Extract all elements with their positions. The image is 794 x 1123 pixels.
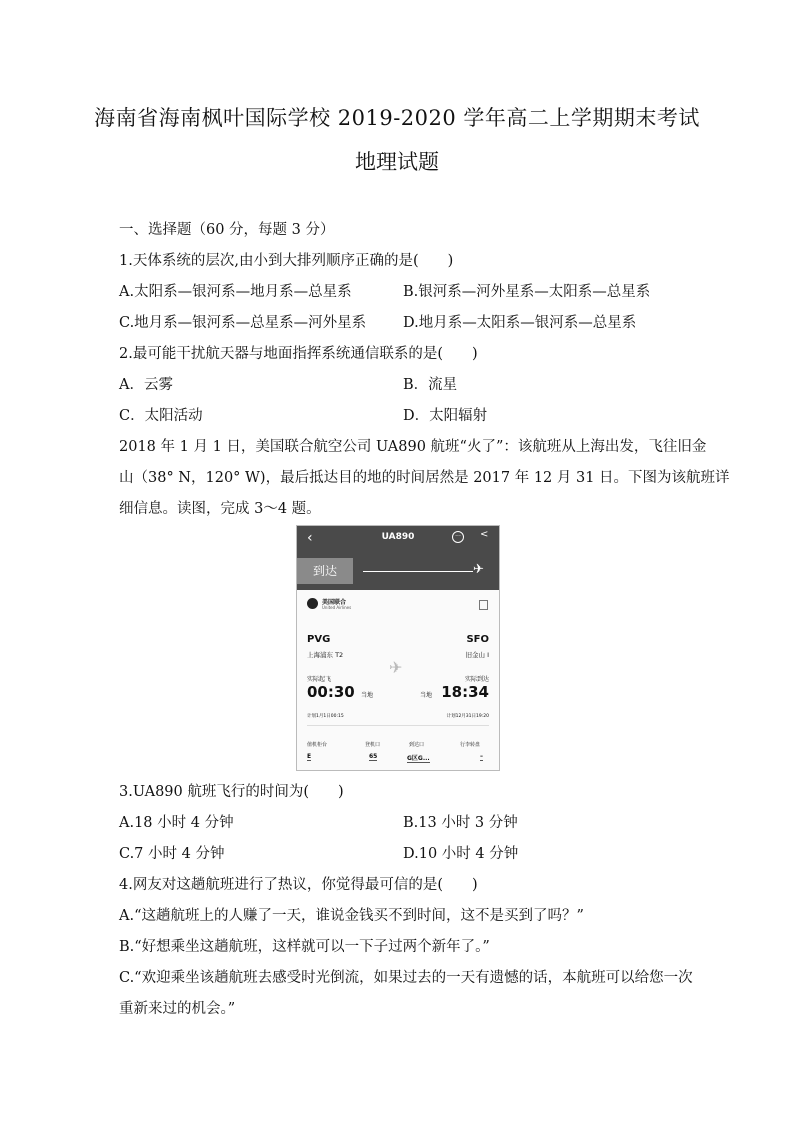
exam-subject: 地理试题 [355,150,439,174]
q1-stem: 1.天体系统的层次,由小到大排列顺序正确的是( ) [119,253,454,269]
q3-option-a: A.18 小时 4 分钟 [119,815,234,831]
plane-icon: ✈ [473,562,484,577]
gate-value: 65 [369,753,378,760]
baggage-label: 行李转盘 [460,742,481,748]
q1-option-a: A.太阳系—银河系—地月系—总星系 [119,284,352,300]
q4-option-c-cont: 重新来过的机会。” [119,1001,236,1017]
back-icon: ‹ [307,530,313,546]
q1-option-b: B.银河系—河外星系—太阳系—总星系 [403,284,651,300]
route-line [363,571,473,572]
q2-option-c: C．太阳活动 [119,408,203,424]
divider [307,725,489,726]
gate-label: 登机口 [365,742,381,748]
q2-option-a: A．云雾 [119,377,173,393]
q1-option-d: D.地月系—太阳系—银河系—总星系 [403,315,637,331]
q2-stem: 2.最可能干扰航天器与地面指挥系统通信联系的是( ) [119,346,478,362]
section-heading: 一、选择题（60 分，每题 3 分） [119,222,335,238]
q1-option-c: C.地月系—银河系—总星系—河外星系 [119,315,367,331]
arrival-local: 当地 [420,692,433,699]
q2-option-d: D．太阳辐射 [403,408,488,424]
exam-title: 海南省海南枫叶国际学校 2019-2020 学年高二上学期期末考试 [94,106,700,130]
departure-time: 00:30 [307,683,355,701]
flight-header [297,526,499,590]
departure-label: 实际起飞 [307,676,332,683]
passage-line-2: 山（38° N，120° W)，最后抵达目的地的时间居然是 2017 年 12 月 31 日。下图为该航班详 [119,470,730,486]
plane-icon: ✈ [389,658,403,677]
airline-name: 美国联合 [322,599,347,606]
q4-option-b: B.“好想乘坐这趟航班，这样就可以一下子过两个新年了。” [119,939,490,955]
departure-local: 当地 [361,692,374,699]
arrival-label: 实际到达 [464,676,489,683]
passage-line-1: 2018 年 1 月 1 日，美国联合航空公司 UA890 航班“火了”：该航班从上海出发，飞往旧金 [119,439,707,455]
departure-code: PVG [307,634,331,645]
arrival-code: SFO [466,634,489,645]
q4-option-c: C.“欢迎乘坐该趟航班去感受时光倒流，如果过去的一天有遗憾的话，本航班可以给您一次 [119,970,693,986]
flight-number: UA890 [381,532,415,542]
more-icon: ··· [452,531,464,543]
airline-logo [307,598,318,609]
document-icon [479,600,488,610]
q2-option-b: B．流星 [403,377,458,393]
arrival-exit-value: G区G... [407,755,430,762]
arrival-time: 18:34 [441,683,489,701]
flight-card [297,590,499,770]
arrival-exit-label: 到达口 [409,742,425,748]
airline-name-en: United Airlines [322,605,352,610]
checkin-label: 值机柜台 [307,742,328,748]
arrival-terminal: 旧金山 I [465,651,489,659]
arrival-scheduled: 计划12月31日19:20 [446,714,489,719]
flight-status: 到达 [297,558,353,584]
departure-terminal: 上海浦东 T2 [307,651,344,659]
departure-scheduled: 计划1月1日00:15 [307,714,344,719]
flight-info-figure [296,525,500,771]
q3-option-b: B.13 小时 3 分钟 [403,815,518,831]
q3-option-c: C.7 小时 4 分钟 [119,846,225,862]
q4-option-a: A.“这趟航班上的人赚了一天，谁说金钱买不到时间，这不是买到了吗？” [119,908,584,924]
q4-stem: 4.网友对这趟航班进行了热议，你觉得最可信的是( ) [119,877,478,893]
q3-stem: 3.UA890 航班飞行的时间为( ) [119,784,344,800]
passage-line-3: 细信息。读图，完成 3～4 题。 [119,501,321,517]
baggage-value: – [480,753,483,760]
share-icon: < [480,529,489,540]
q3-option-d: D.10 小时 4 分钟 [403,846,519,862]
checkin-value: E [307,753,312,760]
